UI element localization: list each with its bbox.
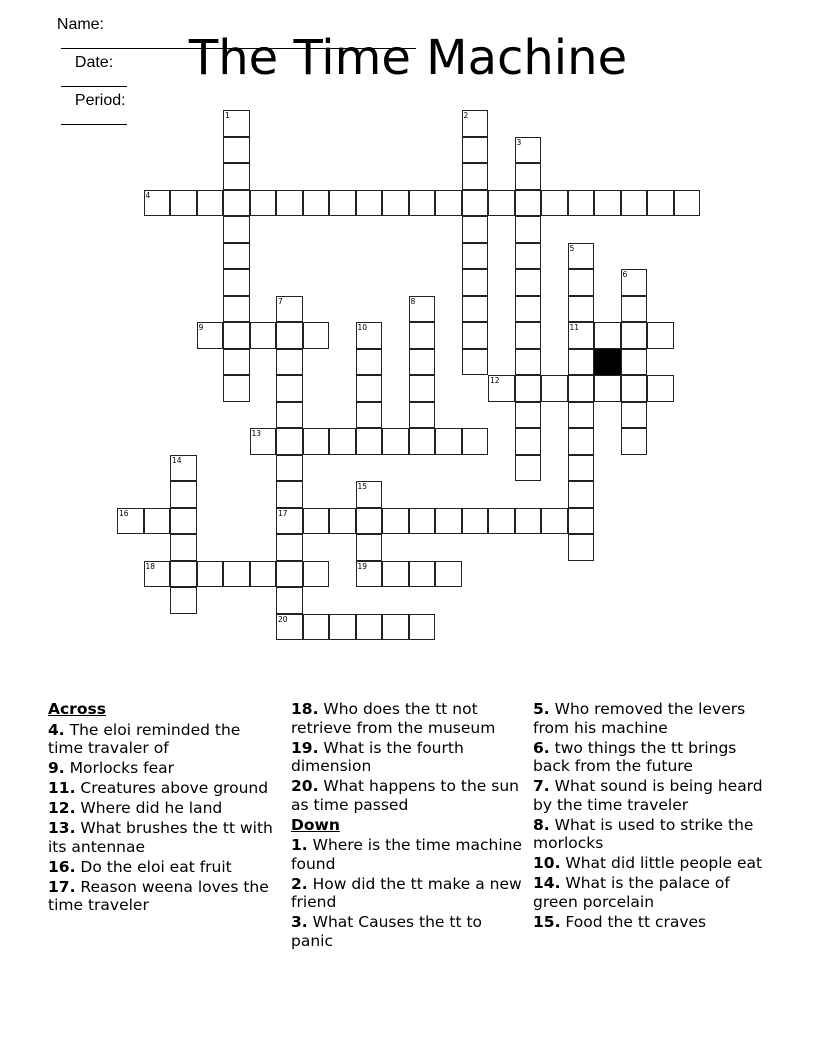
clue-number: 15 (357, 482, 368, 491)
grid-cell[interactable] (356, 428, 383, 455)
grid-cell[interactable] (462, 269, 489, 296)
period-label: Period: (74, 92, 126, 109)
clue-down-14: 14. What is the palace of green porcelain (533, 874, 730, 911)
grid-cell[interactable] (223, 216, 250, 243)
clue-number: 17 (278, 508, 288, 518)
grid-cell[interactable] (223, 322, 250, 349)
clue-number: 19 (357, 561, 368, 571)
grid-cell[interactable] (223, 561, 250, 588)
grid-cell[interactable] (356, 481, 383, 508)
grid-cell[interactable] (276, 428, 303, 455)
grid-cell[interactable] (276, 375, 303, 402)
grid-cell[interactable] (462, 428, 489, 455)
clue-down-2: 2. How did the tt make a new friend (291, 874, 522, 911)
grid-cell[interactable] (541, 508, 568, 535)
clue-down-15: 15. Food the tt craves (533, 912, 707, 931)
grid-cell[interactable] (621, 296, 648, 323)
grid-cell[interactable] (197, 322, 224, 349)
grid-cell[interactable] (462, 137, 489, 164)
grid-cell[interactable] (409, 614, 436, 641)
clue-number: 13 (251, 429, 262, 438)
grid-cell[interactable] (303, 614, 330, 641)
grid-cell[interactable] (223, 163, 250, 190)
clue-number: 1 (225, 111, 230, 120)
grid-cell[interactable] (621, 428, 648, 455)
grid-cell[interactable] (515, 190, 542, 217)
grid-cell[interactable] (170, 481, 197, 508)
grid-cell[interactable] (594, 375, 621, 402)
clue-number: 16 (119, 508, 129, 518)
grid-cell[interactable] (382, 614, 409, 641)
grid-cell[interactable] (462, 110, 489, 137)
grid-cell[interactable] (197, 561, 224, 588)
grid-cell[interactable] (568, 322, 595, 349)
grid-cell[interactable] (223, 190, 250, 217)
black-cell (594, 349, 621, 376)
clue-number: 12 (490, 376, 500, 385)
clue-number: 20 (278, 614, 288, 624)
grid-cell[interactable] (515, 163, 542, 190)
grid-cell[interactable] (329, 190, 356, 217)
grid-cell[interactable] (568, 375, 595, 402)
clue-number: 10 (357, 323, 368, 332)
grid-cell[interactable] (170, 508, 197, 535)
grid-cell[interactable] (409, 375, 436, 402)
clue-across-18: 18. Who does the tt not retrieve from the museum (291, 700, 496, 737)
grid-cell[interactable] (276, 481, 303, 508)
grid-cell[interactable] (170, 455, 197, 482)
grid-cell[interactable] (541, 190, 568, 217)
clue-number: 3 (516, 137, 522, 147)
grid-cell[interactable] (568, 481, 595, 508)
grid-cell[interactable] (515, 322, 542, 349)
grid-cell[interactable] (250, 190, 277, 217)
clue-across-17: 17. Reason weena loves the time traveler (48, 877, 269, 914)
grid-cell[interactable] (409, 190, 436, 217)
grid-cell[interactable] (276, 349, 303, 376)
clue-across-20: 20. What happens to the sun as time passed (291, 777, 519, 814)
grid-cell[interactable] (409, 349, 436, 376)
grid-cell[interactable] (409, 322, 436, 349)
grid-cell[interactable] (356, 534, 383, 561)
grid-cell[interactable] (409, 508, 436, 535)
grid-cell[interactable] (515, 349, 542, 376)
grid-cell[interactable] (382, 428, 409, 455)
grid-cell[interactable] (515, 455, 542, 482)
clue-across-4: 4. The eloi reminded the time travaler of (48, 720, 241, 757)
clue-across-19: 19. What is the fourth dimension (291, 738, 464, 775)
grid-cell[interactable] (276, 508, 303, 535)
grid-cell[interactable] (435, 508, 462, 535)
grid-cell[interactable] (250, 561, 277, 588)
grid-cell[interactable] (647, 322, 674, 349)
grid-cell[interactable] (276, 455, 303, 482)
clue-number: 11 (569, 323, 580, 332)
grid-cell[interactable] (356, 349, 383, 376)
clue-down-1: 1. Where is the time machine found (291, 836, 523, 873)
grid-cell[interactable] (515, 137, 542, 164)
grid-cell[interactable] (568, 269, 595, 296)
grid-cell[interactable] (223, 296, 250, 323)
grid-cell[interactable] (462, 508, 489, 535)
grid-cell[interactable] (674, 190, 701, 217)
grid-cell[interactable] (621, 402, 648, 429)
grid-cell[interactable] (276, 322, 303, 349)
clue-number: 4 (145, 190, 151, 200)
grid-cell[interactable] (329, 508, 356, 535)
grid-cell[interactable] (276, 561, 303, 588)
grid-cell[interactable] (647, 190, 674, 217)
across-heading: Across (48, 700, 106, 718)
grid-cell[interactable] (250, 322, 277, 349)
grid-cell[interactable] (515, 216, 542, 243)
grid-cell[interactable] (621, 269, 648, 296)
grid-cell[interactable] (541, 375, 568, 402)
grid-cell[interactable] (462, 322, 489, 349)
clues-column-2 (291, 700, 526, 952)
grid-cell[interactable] (223, 269, 250, 296)
grid-cell[interactable] (276, 587, 303, 614)
grid-cell[interactable] (462, 296, 489, 323)
clue-down-6: 6. two things the tt brings back from the future (533, 738, 737, 775)
grid-cell[interactable] (515, 243, 542, 270)
grid-cell[interactable] (382, 508, 409, 535)
grid-cell[interactable] (409, 402, 436, 429)
grid-cell[interactable] (568, 455, 595, 482)
grid-cell[interactable] (303, 561, 330, 588)
grid-cell[interactable] (329, 614, 356, 641)
grid-cell[interactable] (515, 428, 542, 455)
clue-across-13: 13. What brushes the tt with its antennae (48, 819, 273, 856)
down-heading: Down (291, 815, 340, 834)
grid-cell[interactable] (568, 296, 595, 323)
grid-cell[interactable] (276, 190, 303, 217)
grid-cell[interactable] (356, 561, 383, 588)
clue-number: 7 (278, 296, 283, 306)
grid-cell[interactable] (144, 190, 171, 217)
clue-across-9: 9. Morlocks fear (48, 759, 175, 777)
clue-number: 5 (569, 243, 575, 253)
clue-down-10: 10. What did little people eat (533, 854, 763, 872)
grid-cell[interactable] (197, 190, 224, 217)
grid-cell[interactable] (621, 322, 648, 349)
grid-cell[interactable] (117, 508, 144, 535)
grid-cell[interactable] (515, 296, 542, 323)
clue-down-3: 3. What Causes the tt to panic (291, 913, 483, 950)
grid-cell[interactable] (621, 349, 648, 376)
grid-cell[interactable] (170, 587, 197, 614)
grid-cell[interactable] (409, 428, 436, 455)
grid-cell[interactable] (409, 561, 436, 588)
clue-across-16: 16. Do the eloi eat fruit (48, 857, 232, 876)
clue-across-12: 12. Where did he land (48, 799, 223, 817)
grid-cell[interactable] (435, 561, 462, 588)
grid-cell[interactable] (356, 614, 383, 641)
grid-cell[interactable] (647, 375, 674, 402)
grid-cell[interactable] (144, 561, 171, 588)
page-title: The Time Machine (188, 30, 628, 86)
grid-cell[interactable] (515, 269, 542, 296)
clue-down-7: 7. What sound is being heard by the time traveler (533, 777, 763, 814)
grid-cell[interactable] (223, 243, 250, 270)
clue-number: 9 (198, 323, 204, 332)
clue-number: 14 (172, 455, 182, 465)
grid-cell[interactable] (594, 190, 621, 217)
grid-cell[interactable] (462, 349, 489, 376)
clue-number: 2 (463, 111, 469, 120)
grid-cell[interactable] (223, 375, 250, 402)
grid-cell[interactable] (356, 322, 383, 349)
clues-column-1 (48, 700, 278, 916)
grid-cell[interactable] (568, 190, 595, 217)
grid-cell[interactable] (382, 561, 409, 588)
clues-column-3 (533, 700, 773, 933)
grid-cell[interactable] (170, 561, 197, 588)
grid-cell[interactable] (488, 375, 515, 402)
grid-cell[interactable] (488, 190, 515, 217)
grid-cell[interactable] (329, 428, 356, 455)
clue-down-5: 5. Who removed the levers from his machine (533, 700, 746, 737)
grid-cell[interactable] (303, 322, 330, 349)
grid-cell[interactable] (435, 428, 462, 455)
clue-down-8: 8. What is used to strike the morlocks (533, 815, 754, 852)
clue-number: 8 (410, 296, 416, 306)
grid-cell[interactable] (303, 508, 330, 535)
name-label: Name: (56, 16, 105, 33)
grid-cell[interactable] (515, 402, 542, 429)
grid-cell[interactable] (276, 296, 303, 323)
grid-cell[interactable] (594, 322, 621, 349)
grid-cell[interactable] (462, 190, 489, 217)
grid-cell[interactable] (356, 402, 383, 429)
grid-cell[interactable] (276, 534, 303, 561)
clue-across-11: 11. Creatures above ground (48, 779, 269, 797)
grid-cell[interactable] (568, 508, 595, 535)
grid-cell[interactable] (515, 375, 542, 402)
grid-cell[interactable] (356, 190, 383, 217)
grid-cell[interactable] (409, 296, 436, 323)
grid-cell[interactable] (170, 190, 197, 217)
grid-cell[interactable] (462, 216, 489, 243)
grid-cell[interactable] (276, 614, 303, 641)
grid-cell[interactable] (488, 508, 515, 535)
grid-cell[interactable] (568, 349, 595, 376)
grid-cell[interactable] (515, 508, 542, 535)
grid-cell[interactable] (462, 243, 489, 270)
grid-cell[interactable] (223, 349, 250, 376)
grid-cell[interactable] (170, 534, 197, 561)
grid-cell[interactable] (303, 190, 330, 217)
grid-cell[interactable] (223, 110, 250, 137)
date-label: Date: (74, 54, 114, 71)
grid-cell[interactable] (568, 534, 595, 561)
grid-cell[interactable] (568, 428, 595, 455)
grid-cell[interactable] (144, 508, 171, 535)
grid-cell[interactable] (568, 402, 595, 429)
grid-cell[interactable] (621, 375, 648, 402)
clue-number: 18 (145, 561, 156, 571)
grid-cell[interactable] (303, 428, 330, 455)
grid-cell[interactable] (568, 243, 595, 270)
grid-cell[interactable] (356, 375, 383, 402)
grid-cell[interactable] (462, 163, 489, 190)
grid-cell[interactable] (276, 402, 303, 429)
grid-cell[interactable] (223, 137, 250, 164)
grid-cell[interactable] (621, 190, 648, 217)
grid-cell[interactable] (356, 508, 383, 535)
clue-number: 6 (622, 270, 628, 279)
grid-cell[interactable] (250, 428, 277, 455)
grid-cell[interactable] (382, 190, 409, 217)
grid-cell[interactable] (435, 190, 462, 217)
